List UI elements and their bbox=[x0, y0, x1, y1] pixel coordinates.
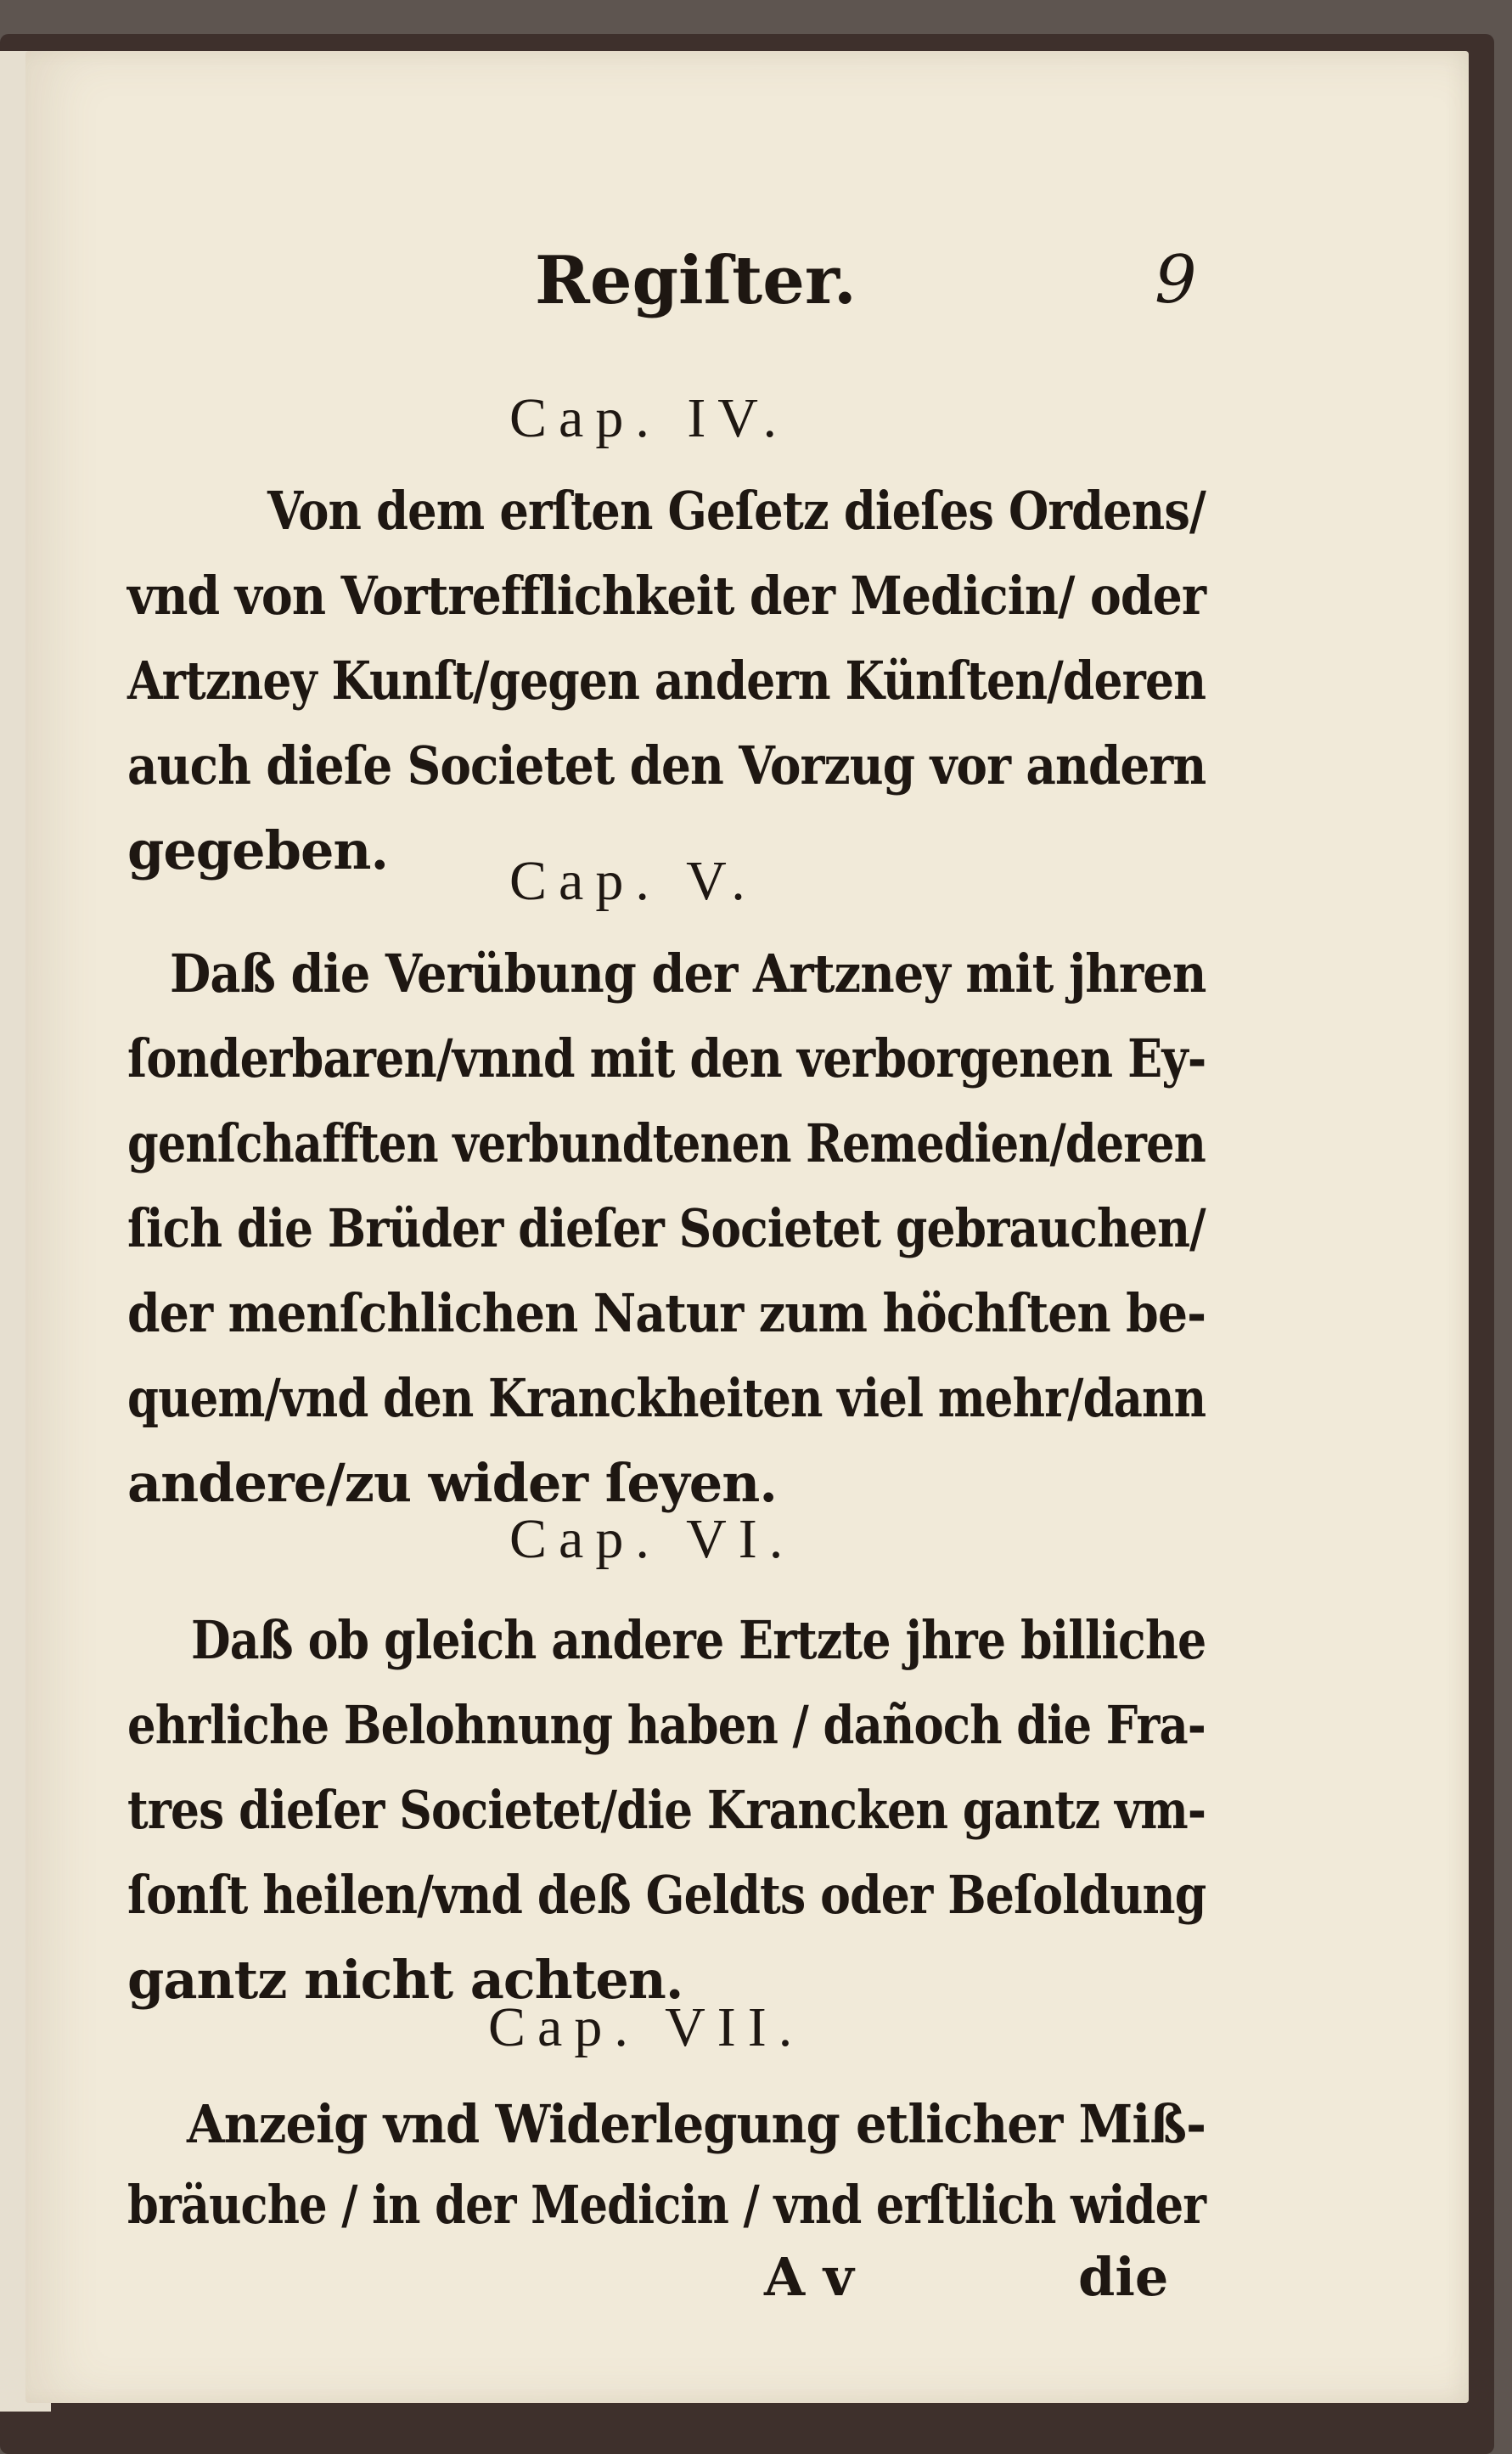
chapter-heading: Cap. VI. bbox=[509, 1508, 795, 1570]
text-line: ſonſt heilen/vnd deß Geldts oder Beſoldung bbox=[127, 1864, 1206, 1926]
chapter-heading: Cap. V. bbox=[509, 850, 757, 912]
text-line: der menſchlichen Natur zum höchſten be- bbox=[127, 1282, 1206, 1344]
signature-mark: A v bbox=[764, 2246, 854, 2308]
text-line: Von dem erſten Geſetz dieſes Ordens/ bbox=[267, 480, 1206, 542]
text-line: gantz nicht achten. bbox=[127, 1949, 683, 2011]
text-line: vnd von Vortrefflichkeit der Medicin/ oder bbox=[127, 565, 1206, 627]
text-line: Daß ob gleich andere Ertzte jhre billiche bbox=[191, 1609, 1206, 1671]
page-number: 9 bbox=[1155, 242, 1197, 318]
text-line: andere/zu wider ſeyen. bbox=[127, 1452, 777, 1514]
text-line: auch dieſe Societet den Vorzug vor andern bbox=[127, 735, 1206, 796]
text-line: ſich die Brüder dieſer Societet gebrauchen/ bbox=[127, 1197, 1206, 1259]
text-line: tres dieſer Societet/die Krancken gantz vm- bbox=[127, 1779, 1206, 1841]
text-line: Anzeig vnd Widerlegung etlicher Miß- bbox=[187, 2093, 1206, 2155]
chapter-heading: Cap. IV. bbox=[509, 387, 789, 449]
running-header: Regiſter. bbox=[535, 242, 857, 319]
text-line: bräuche / in der Medicin / vnd erſtlich wider bbox=[127, 2174, 1206, 2236]
text-line: quem/vnd den Kranckheiten viel mehr/dann bbox=[127, 1367, 1206, 1429]
text-line: gegeben. bbox=[127, 819, 389, 881]
chapter-heading: Cap. VII. bbox=[488, 1996, 805, 2058]
text-line: ehrliche Belohnung haben / dañoch die Fra- bbox=[127, 1694, 1206, 1756]
catchword: die bbox=[1078, 2246, 1169, 2308]
text-line: ſonderbaren/vnnd mit den verborgenen Ey- bbox=[127, 1027, 1206, 1089]
text-line: Daß die Verübung der Artzney mit jhren bbox=[170, 943, 1206, 1005]
text-line: genſchafften verbundtenen Remedien/deren bbox=[127, 1112, 1206, 1174]
book-page bbox=[25, 51, 1469, 2403]
text-line: Artzney Kunſt/gegen andern Künſten/deren bbox=[127, 650, 1206, 712]
